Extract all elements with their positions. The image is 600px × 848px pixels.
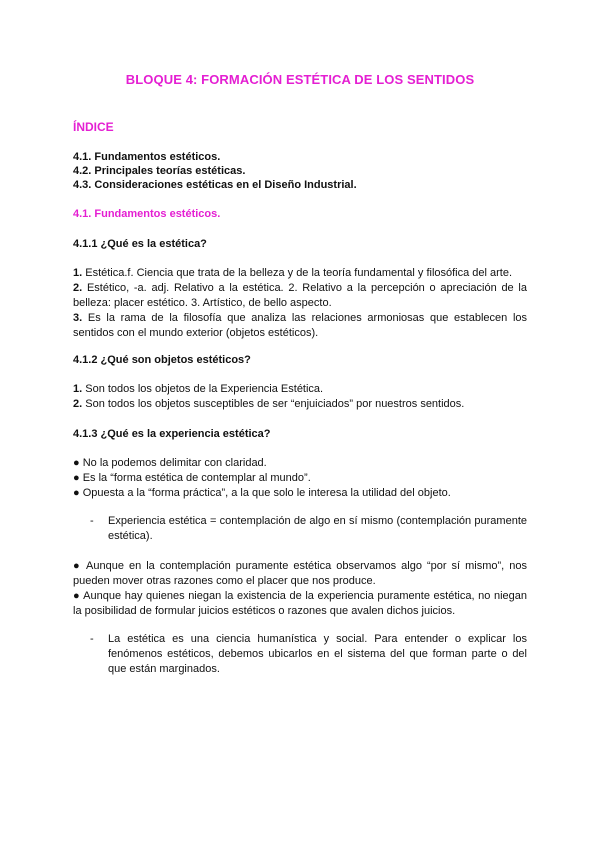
bullet-item: ● Aunque hay quienes niegan la existencia de la experiencia puramente estética, no niegan la posibilidad de formular juicios estéticos o razones que avalen dichos juicios.	[73, 590, 527, 617]
item-text: Son todos los objetos susceptibles de ser “enjuiciados” por nuestros sentidos.	[82, 398, 465, 410]
subsection-heading-411: 4.1.1 ¿Qué es la estética?	[73, 238, 207, 250]
bullet-item: ● Es la “forma estética de contemplar al mundo”.	[73, 472, 311, 484]
index-item: 4.2. Principales teorías estéticas.	[73, 165, 246, 177]
definition-text: Estética.f. Ciencia que trata de la belleza y de la teoría fundamental y filosófica del arte.	[82, 267, 513, 279]
bullet-item: ● Aunque en la contemplación puramente estética observamos algo “por sí mismo”, nos pueden mover otras razones como el placer que nos produce.	[73, 560, 527, 587]
section-heading: 4.1. Fundamentos estéticos.	[73, 208, 221, 220]
page-title: BLOQUE 4: FORMACIÓN ESTÉTICA DE LOS SENTIDOS	[125, 72, 475, 87]
definition-2	[73, 281, 527, 311]
subsection-heading-412: 4.1.2 ¿Qué son objetos estéticos?	[73, 354, 251, 366]
definition-number: 3.	[73, 312, 83, 324]
item-text: Son todos los objetos de la Experiencia Estética.	[82, 383, 324, 395]
dash-marker: -	[90, 515, 94, 527]
subsection-heading-413: 4.1.3 ¿Qué es la experiencia estética?	[73, 428, 271, 440]
dash-item-text: La estética es una ciencia humanística y social. Para entender o explicar los fenómenos estéticos, debemos ubicarlos en el sistema del que forman parte o del que están marginados.	[108, 633, 527, 675]
bullet-list-2	[73, 559, 527, 619]
definition-number: 2.	[73, 282, 83, 294]
item-number: 2.	[73, 398, 83, 410]
objects-list	[73, 382, 527, 412]
item-number: 1.	[73, 383, 83, 395]
index-list	[73, 150, 533, 192]
bullet-item: ● No la podemos delimitar con claridad.	[73, 457, 267, 469]
definition-text: Estético, -a. adj. Relativo a la estética. 2. Relativo a la percepción o apreciación de la belleza: placer estético. 3. Artístico, de bello aspecto.	[73, 282, 527, 309]
objects-item-2	[73, 397, 527, 412]
index-item: 4.1. Fundamentos estéticos.	[73, 151, 221, 163]
definition-1	[73, 266, 527, 281]
bullet-item: ● Opuesta a la “forma práctica”, a la que solo le interesa la utilidad del objeto.	[73, 487, 451, 499]
dash-marker: -	[90, 633, 94, 645]
objects-item-1	[73, 382, 527, 397]
definition-text: Es la rama de la filosofía que analiza las relaciones armoniosas que establecen los sentidos con el mundo exterior (objetos estéticos).	[73, 312, 527, 339]
definition-list	[73, 266, 527, 341]
dash-item-text: Experiencia estética = contemplación de algo en sí mismo (contemplación puramente estética).	[108, 515, 527, 542]
definition-number: 1.	[73, 267, 83, 279]
bullet-list-1	[73, 456, 527, 501]
index-heading: ÍNDICE	[73, 120, 114, 134]
index-item: 4.3. Consideraciones estéticas en el Diseño Industrial.	[73, 179, 357, 191]
definition-3	[73, 311, 527, 341]
